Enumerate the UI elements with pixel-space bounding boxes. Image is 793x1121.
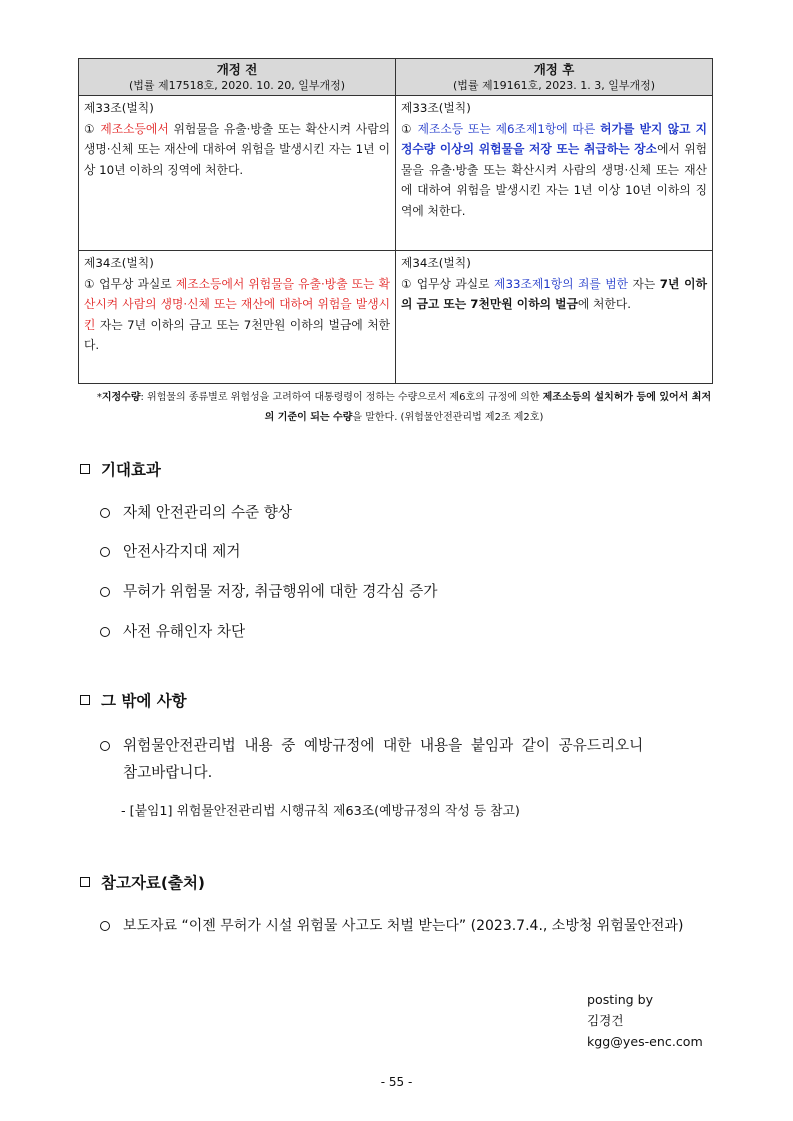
attachment-reference: - [붙임1] 위험물안전관리법 시행규칙 제63조(예방규정의 작성 등 참고) bbox=[121, 804, 520, 819]
body-text: ① bbox=[401, 121, 418, 136]
circle-bullet-icon bbox=[100, 921, 110, 931]
list-item-text bbox=[123, 734, 643, 785]
section-title: 기대효과 bbox=[101, 461, 161, 479]
amended-text: 제조소등 또는 제6조제1항에 따른 bbox=[417, 121, 601, 136]
after-subheader: (법률 제19161호, 2023. 1. 3, 일부개정) bbox=[452, 79, 656, 92]
article-title: 제33조(벌칙) bbox=[401, 101, 471, 115]
table-row bbox=[79, 96, 713, 251]
body-text: 에 처한다. bbox=[577, 297, 631, 312]
list-item bbox=[100, 620, 245, 644]
table-row bbox=[79, 251, 713, 384]
list-item bbox=[100, 501, 292, 525]
list-item bbox=[100, 734, 720, 785]
circle-bullet-icon bbox=[100, 587, 110, 597]
section-heading-references bbox=[80, 871, 205, 893]
article-body bbox=[84, 274, 390, 356]
footnote-text: 을 말한다. (위험물안전관리법 제2조 제2호) bbox=[352, 412, 544, 423]
before-subheader: (법률 제17518호, 2020. 10. 20, 일부개정) bbox=[128, 79, 346, 92]
amended-text: 제33조제1항의 죄를 범한 bbox=[494, 276, 629, 291]
footnote-text: : 위험물의 종류별로 위험성을 고려하여 대통령령이 정하는 수량으로서 제6호의 규정에 의한 bbox=[140, 392, 543, 403]
body-text: ① 업무상 과실로 bbox=[84, 276, 176, 291]
checkbox-square-icon bbox=[80, 464, 90, 474]
article-title: 제34조(벌칙) bbox=[401, 256, 471, 270]
list-item-text: 자체 안전관리의 수준 향상 bbox=[123, 504, 292, 521]
list-item-text: 보도자료 “이젠 무허가 시설 위험물 사고도 처벌 받는다” (2023.7.4., 소방청 위험물안전과) bbox=[123, 918, 684, 934]
row1-after-cell bbox=[396, 96, 713, 251]
row1-before-cell bbox=[79, 96, 396, 251]
deleted-text: 제조소등에서 bbox=[100, 121, 169, 136]
section-heading-other-matters bbox=[80, 689, 187, 711]
article-body bbox=[401, 274, 707, 315]
row2-after-cell bbox=[396, 251, 713, 384]
list-item bbox=[100, 914, 683, 938]
page-number: - 55 - bbox=[380, 1075, 413, 1089]
posting-signature bbox=[587, 989, 703, 1052]
section-title: 참고자료(출처) bbox=[101, 874, 206, 892]
before-header: 개정 전 bbox=[216, 62, 258, 77]
after-header: 개정 후 bbox=[533, 62, 575, 77]
footnote-term: 지정수량 bbox=[101, 392, 141, 403]
article-title: 제34조(벌칙) bbox=[84, 256, 154, 270]
footnote bbox=[94, 388, 714, 428]
amended-bold-text: 7년 이하의 금고 또는 7천만원 이하의 벌금 bbox=[401, 276, 707, 312]
body-text: ① 업무상 과실로 bbox=[401, 276, 495, 291]
list-item-line: 위험물안전관리법 내용 중 예방규정에 대한 내용을 붙임과 같이 공유드리오니 bbox=[123, 737, 644, 754]
row2-before-cell bbox=[79, 251, 396, 384]
article-body bbox=[401, 119, 707, 222]
article-body bbox=[84, 119, 390, 181]
body-text: 자는 bbox=[628, 276, 660, 291]
body-text: 에서 위험물을 유출·방출 또는 확산시켜 사람의 생명·신체 또는 재산에 대하여 위험을 발생시킨 자는 1년 이상 10년 이하의 징역에 처한다. bbox=[401, 142, 707, 218]
footnote-bold: 제조소등의 설치허가 등에 있어서 최저의 기준이 되는 수량 bbox=[264, 392, 712, 423]
author-name: 김경건 bbox=[587, 1013, 624, 1028]
body-text: 위험물을 유출·방출 또는 확산시켜 사람의 생명·신체 또는 재산에 대하여 위험을 발생시킨 자는 1년 이상 10년 이하의 징역에 처한다. bbox=[84, 121, 390, 177]
list-item bbox=[100, 540, 240, 564]
after-header-cell bbox=[396, 59, 713, 96]
section-heading-expected-effects bbox=[80, 458, 161, 480]
circle-bullet-icon bbox=[100, 547, 110, 557]
list-item-text: 무허가 위험물 저장, 취급행위에 대한 경각심 증가 bbox=[123, 583, 438, 600]
deleted-text: 제조소등에서 위험물을 유출·방출 또는 확산시켜 사람의 생명·신체 또는 재산에 대하여 위험을 발생시킨 bbox=[84, 276, 390, 332]
checkbox-square-icon bbox=[80, 695, 90, 705]
table-header-row bbox=[79, 59, 713, 96]
author-email: kgg@yes-enc.com bbox=[587, 1034, 703, 1049]
list-item-text: 사전 유해인자 차단 bbox=[123, 623, 246, 640]
list-item bbox=[100, 580, 437, 604]
circle-bullet-icon bbox=[100, 627, 110, 637]
section-title: 그 밖에 사항 bbox=[101, 692, 187, 710]
article-title: 제33조(벌칙) bbox=[84, 101, 154, 115]
checkbox-square-icon bbox=[80, 877, 90, 887]
list-item-line: 참고바랍니다. bbox=[123, 764, 213, 781]
body-text: ① bbox=[84, 121, 101, 136]
body-text: 자는 7년 이하의 금고 또는 7천만원 이하의 벌금에 처한다. bbox=[84, 317, 390, 353]
footnote-star: * bbox=[96, 392, 102, 403]
circle-bullet-icon bbox=[100, 508, 110, 518]
amendment-comparison-table bbox=[78, 58, 713, 384]
posting-label: posting by bbox=[587, 992, 654, 1007]
before-header-cell bbox=[79, 59, 396, 96]
circle-bullet-icon bbox=[100, 741, 110, 751]
amended-bold-text: 허가를 받지 않고 지정수량 이상의 위험물을 저장 또는 취급하는 장소 bbox=[401, 121, 707, 157]
list-item-text: 안전사각지대 제거 bbox=[123, 543, 241, 560]
